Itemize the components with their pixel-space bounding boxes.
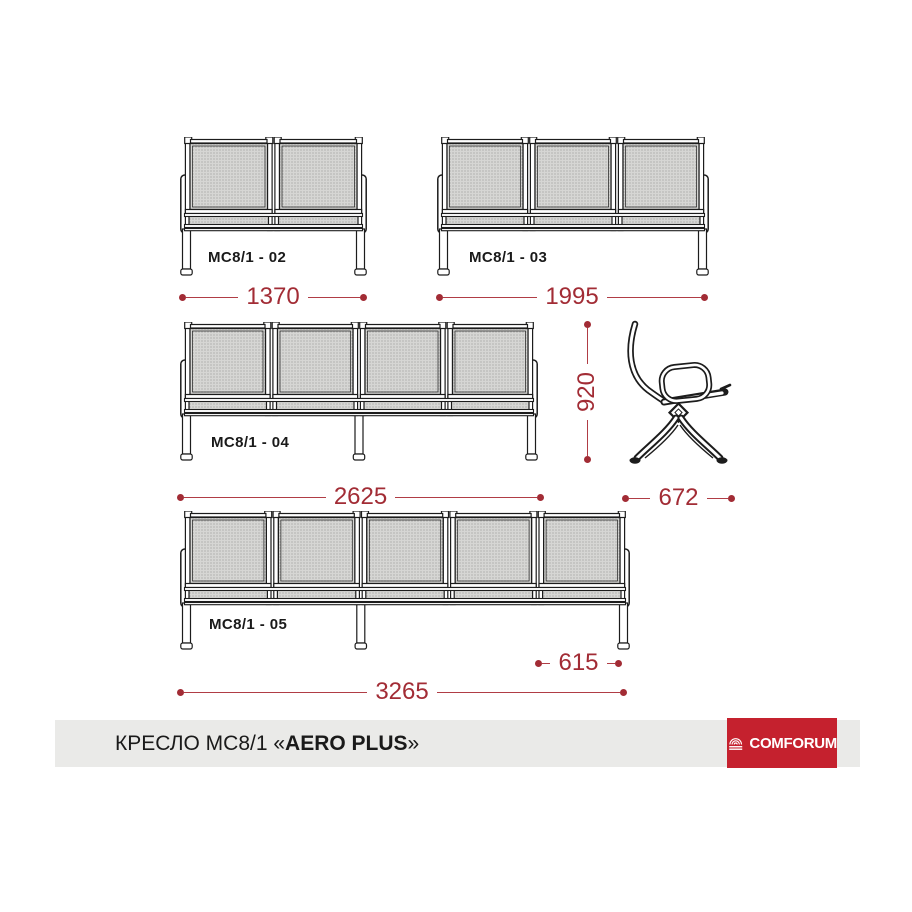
dim-dot (360, 294, 367, 301)
dim-line (542, 663, 550, 664)
dim-chair-height (574, 321, 600, 463)
dim-line (443, 297, 537, 298)
comforum-arch-icon (727, 732, 744, 754)
dim-line (607, 297, 701, 298)
chair-side-view (618, 320, 740, 466)
dim-line (607, 663, 615, 664)
dim-line (707, 498, 728, 499)
product-title-suffix: » (407, 731, 420, 755)
dim-seat-module-width (535, 651, 622, 675)
dim-line (308, 297, 360, 298)
model-label-2-seat: MC8/1 - 02 (208, 249, 287, 266)
dim-value: 3265 (375, 678, 429, 705)
product-title-name: AERO PLUS (285, 731, 408, 755)
dim-dot (535, 660, 542, 667)
dim-value: 672 (658, 484, 699, 511)
comforum-logo (727, 718, 837, 768)
dim-dot (620, 689, 627, 696)
dim-dot (436, 294, 443, 301)
model-label-5-seat: MC8/1 - 05 (209, 616, 288, 633)
dim-line (587, 328, 588, 364)
dim-line (184, 692, 367, 693)
brand-name: COMFORUM (749, 734, 837, 752)
dim-value: 920 (573, 371, 600, 413)
product-title (115, 732, 419, 756)
dim-bench4-width (177, 485, 544, 509)
dim-chair-depth (622, 486, 735, 510)
dim-dot (615, 660, 622, 667)
dim-line (395, 497, 537, 498)
dim-line (184, 497, 326, 498)
dim-dot (179, 294, 186, 301)
dim-dot (584, 321, 591, 328)
dim-dot (622, 495, 629, 502)
dim-value: 615 (558, 649, 599, 676)
dim-line (587, 420, 588, 456)
dim-dot (584, 456, 591, 463)
dim-dot (177, 494, 184, 501)
dim-value: 1370 (246, 283, 300, 310)
dim-dot (537, 494, 544, 501)
dim-dot (701, 294, 708, 301)
model-label-3-seat: MC8/1 - 03 (469, 249, 548, 266)
dim-value: 2625 (333, 483, 388, 510)
dim-bench2-width (179, 285, 367, 309)
dim-dot (728, 495, 735, 502)
dim-line (629, 498, 650, 499)
model-label-4-seat: MC8/1 - 04 (211, 434, 290, 451)
dim-bench3-width (436, 285, 708, 309)
dim-line (437, 692, 620, 693)
dim-value: 1995 (545, 283, 599, 310)
dim-bench5-width (177, 680, 627, 704)
dim-line (186, 297, 238, 298)
dim-dot (177, 689, 184, 696)
product-title-prefix: КРЕСЛО МС8/1 « (115, 731, 286, 755)
